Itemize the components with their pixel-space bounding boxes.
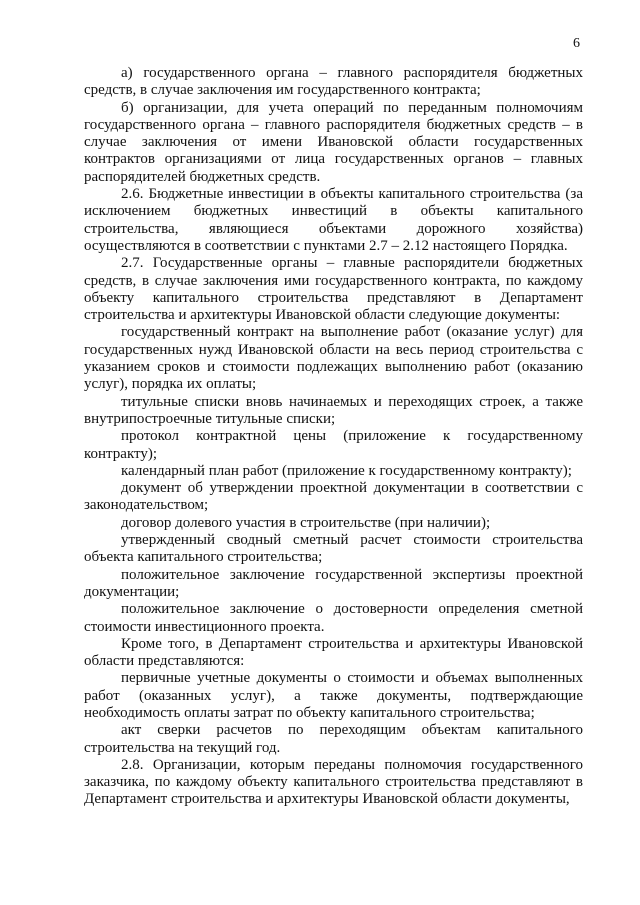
list-item-contract: государственный контракт на выполнение работ (оказание услуг) для государственных нужд Ивановской области на весь период строительства с указанием сроков и стоимости подлежащих выполнению работ (оказанию услуг), порядка их оплаты; [84, 324, 583, 393]
list-item-calendar-plan: календарный план работ (приложение к государственному контракту); [121, 462, 572, 479]
page-number: 6 [573, 36, 580, 51]
list-item-estimate: утвержденный сводный сметный расчет стоимости строительства объекта капитального строительства; [84, 532, 583, 566]
list-item-expertise: положительное заключение государственной экспертизы проектной документации; [84, 566, 583, 600]
list-item-design-approval: документ об утверждении проектной документации в соответствии с законодательством; [84, 480, 583, 514]
paragraph-2-6: 2.6. Бюджетные инвестиции в объекты капитального строительства (за исключением бюджетных инвестиций в объекты капитального строительства, являющиеся объектами дорожного хозяйства) осуществляются в соответствии с пунктами 2.7 – 2.12 настоящего Порядка. [84, 186, 583, 254]
paragraph-a: а) государственного органа – главного распорядителя бюджетных средств, в случае заключения им государственного контракта; [84, 65, 583, 99]
list-item-shared-participation: договор долевого участия в строительстве (при наличии); [121, 514, 491, 531]
list-item-primary-documents: первичные учетные документы о стоимости и объемах выполненных работ (оказанных услуг), а также документы, подтверждающие необходимость оплаты затрат по объекту капитального строительства; [84, 670, 583, 721]
list-item-title-lists: титульные списки вновь начинаемых и переходящих строек, а также внутрипостроечные титульные списки; [84, 393, 583, 427]
list-item-reliability: положительное заключение о достоверности определения сметной стоимости инвестиционного проекта. [84, 601, 583, 635]
list-item-price-protocol: протокол контрактной цены (приложение к государственному контракту); [84, 428, 583, 462]
document-body [84, 65, 583, 809]
paragraph-2-8: 2.8. Организации, которым переданы полномочия государственного заказчика, по каждому объекту капитального строительства представляют в Департамент строительства и архитектуры Ивановской области документы, [84, 756, 583, 808]
paragraph-b: б) организации, для учета операций по переданным полномочиям государственного органа – главного распорядителя бюджетных средств – в случае заключения от имени Ивановской области государственных контрактов организациями от лица государственных органов – главных распорядителей бюджетных средств. [84, 99, 583, 185]
paragraph-2-7: 2.7. Государственные органы – главные распорядители бюджетных средств, в случае заключения ими государственного контракта, по каждому объекту капитального строительства представляют в Департамент строительства и архитектуры Ивановской области следующие документы: [84, 255, 583, 324]
paragraph-additionally: Кроме того, в Департамент строительства и архитектуры Ивановской области представляются: [84, 635, 583, 670]
list-item-reconciliation-act: акт сверки расчетов по переходящим объектам капитального строительства на текущий год. [84, 722, 583, 756]
